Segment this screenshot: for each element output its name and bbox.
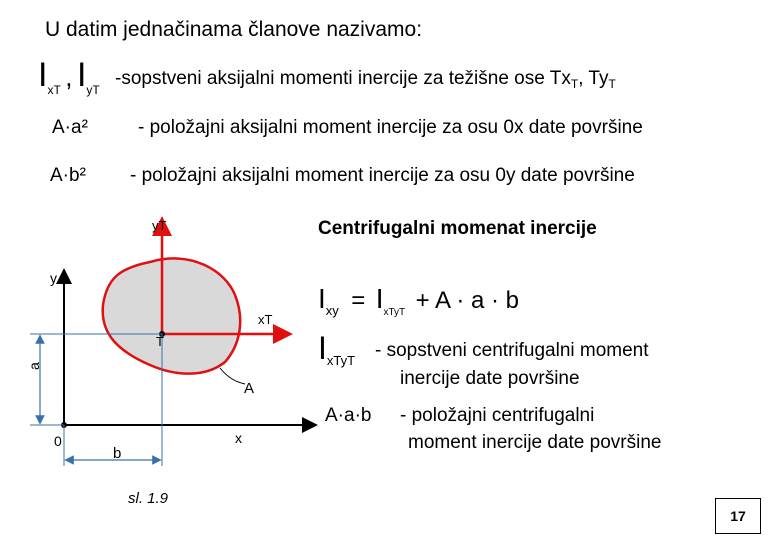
heading: U datim jednačinama članove nazivamo:: [45, 18, 423, 41]
term-b-squared: A·b²: [50, 165, 86, 186]
positional-centrifugal-desc-2: moment inercije date površine: [408, 432, 662, 453]
own-axial-text-2: , Ty: [578, 68, 609, 89]
inertia-symbol: I: [318, 330, 327, 366]
formula-plus-term: + A · a · b: [415, 287, 520, 314]
own-centrifugal-desc-2: inercije date površine: [400, 368, 580, 389]
inertia-subscript: xTyT: [326, 353, 356, 368]
label-x: x: [235, 430, 242, 446]
formula-eq: =: [351, 287, 366, 314]
page-number: 17: [715, 498, 761, 534]
label-yT: yT: [152, 218, 167, 233]
label-y: y: [50, 270, 57, 286]
figure-caption: sl. 1.9: [128, 490, 169, 507]
subscript: T: [608, 77, 616, 91]
formula-rhs: I: [375, 283, 384, 314]
area-shape: [103, 258, 240, 373]
inertia-symbol: I: [76, 56, 87, 94]
subscript: T: [570, 77, 579, 91]
label-xT: xT: [258, 312, 273, 327]
label-a: a: [26, 362, 42, 370]
desc-b-squared: - položajni aksijalni moment inercije za osu 0y date površine: [130, 165, 635, 186]
own-axial-text: sopstveni aksijalni momenti inercije za težišne ose Tx: [121, 68, 571, 89]
desc-a-squared: - položajni aksijalni moment inercije za osu 0x date površine: [138, 117, 643, 138]
positional-centrifugal-term: A·a·b: [325, 405, 372, 426]
dash: -: [115, 68, 122, 89]
label-origin: 0: [54, 433, 62, 449]
label-T: T: [156, 334, 164, 349]
inertia-subscript: xT: [47, 83, 61, 97]
inertia-subscript: yT: [86, 83, 100, 97]
formula-lhs-sub: xy: [325, 303, 339, 318]
comma: ,: [65, 62, 73, 92]
term-a-squared: A·a²: [52, 117, 88, 138]
centrifugal-title: Centrifugalni momenat inercije: [318, 218, 597, 239]
label-b: b: [113, 445, 122, 462]
positional-centrifugal-desc-1: - položajni centrifugalni: [400, 405, 595, 426]
area-leader: [220, 368, 245, 384]
formula-rhs-sub: xTyT: [383, 307, 406, 318]
label-A: A: [244, 380, 255, 397]
formula-lhs: I: [318, 283, 326, 314]
inertia-symbol: I: [38, 56, 48, 94]
own-centrifugal-desc-1: - sopstveni centrifugalni moment: [375, 340, 649, 361]
